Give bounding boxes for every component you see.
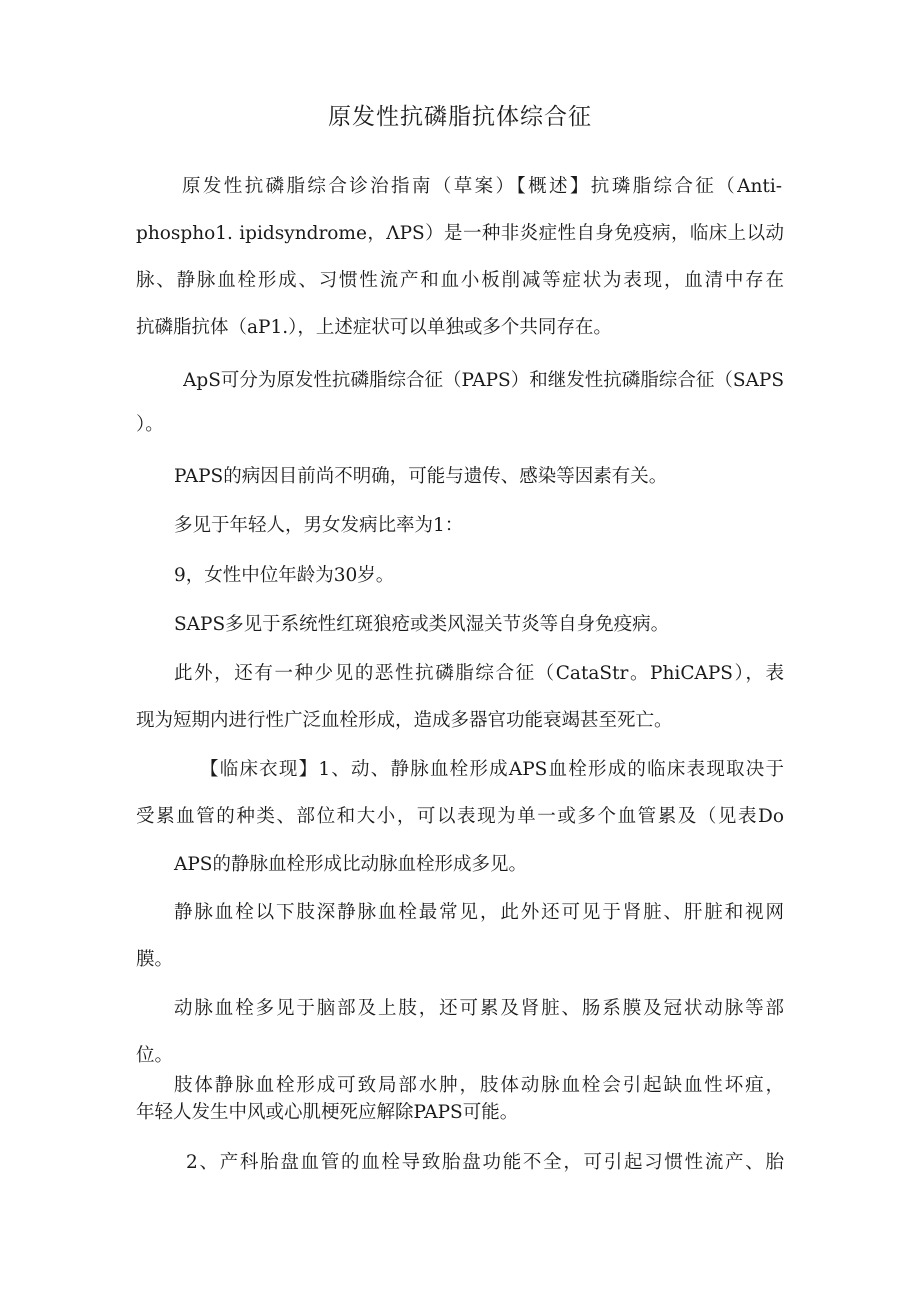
paragraph-line: 膜。 <box>136 949 174 970</box>
document-title: 原发性抗磷脂抗体综合征 <box>328 104 592 130</box>
paragraph-line: ）。 <box>136 414 164 435</box>
paragraph-line: 现为短期内进行性广泛血栓形成，造成多器官功能衰竭甚至死亡。 <box>136 710 673 731</box>
paragraph-line: 2、产科胎盘血管的血栓导致胎盘功能不全，可引起习惯性流产、胎 <box>186 1152 784 1173</box>
paragraph-line: SAPS多见于系统性红斑狼疮或类风湿关节炎等自身免疫病。 <box>174 614 670 635</box>
paragraph-line: PAPS的病因目前尚不明确，可能与遗传、感染等因素有关。 <box>174 466 668 487</box>
paragraph-line: 动脉血栓多见于脑部及上肢，还可累及肾脏、肠系膜及冠状动脉等部 <box>174 998 784 1019</box>
paragraph-line: 多见于年轻人，男女发病比率为1： <box>174 515 464 536</box>
paragraph-line: 肢体静脉血栓形成可致局部水肿，肢体动脉血栓会引起缺血性坏疽， <box>174 1075 784 1096</box>
paragraph-line: 【临床衣现】1、动、静脉血栓形成APS血栓形成的临床表现取决于 <box>200 759 784 780</box>
paragraph-line: 静脉血栓以下肢深静脉血栓最常见，此外还可见于肾脏、肝脏和视网 <box>174 902 784 923</box>
paragraph-line: 脉、静脉血栓形成、习惯性流产和血小板削减等症状为表现，血清中存在 <box>136 270 784 291</box>
paragraph-line: phospho1. ipidsyndrome，ΛPS）是一种非炎症性自身免疫病，临床上以动 <box>136 223 784 244</box>
paragraph-line: 年轻人发生中风或心肌梗死应解除PAPS可能。 <box>136 1102 519 1123</box>
paragraph-line: 9，女性中位年龄为30岁。 <box>174 565 395 586</box>
paragraph-line: APS的静脉血栓形成比动脉血栓形成多见。 <box>174 854 527 875</box>
paragraph-line: 此外，还有一种少见的恶性抗磷脂综合征（CataStr。PhiCAPS），表 <box>174 663 784 684</box>
paragraph-line: 抗磷脂抗体（aP1.），上述症状可以单独或多个共同存在。 <box>136 317 612 338</box>
paragraph-line: ApS可分为原发性抗磷脂综合征（PAPS）和继发性抗磷脂综合征（SAPS <box>183 370 784 391</box>
paragraph-line: 原发性抗磷脂综合诊治指南（草案）【概述】抗璘脂综合征（Anti- <box>182 176 782 197</box>
paragraph-line: 位。 <box>136 1045 174 1066</box>
paragraph-line: 受累血管的种类、部位和大小，可以表现为单一或多个血管累及（见表Do <box>136 806 784 827</box>
